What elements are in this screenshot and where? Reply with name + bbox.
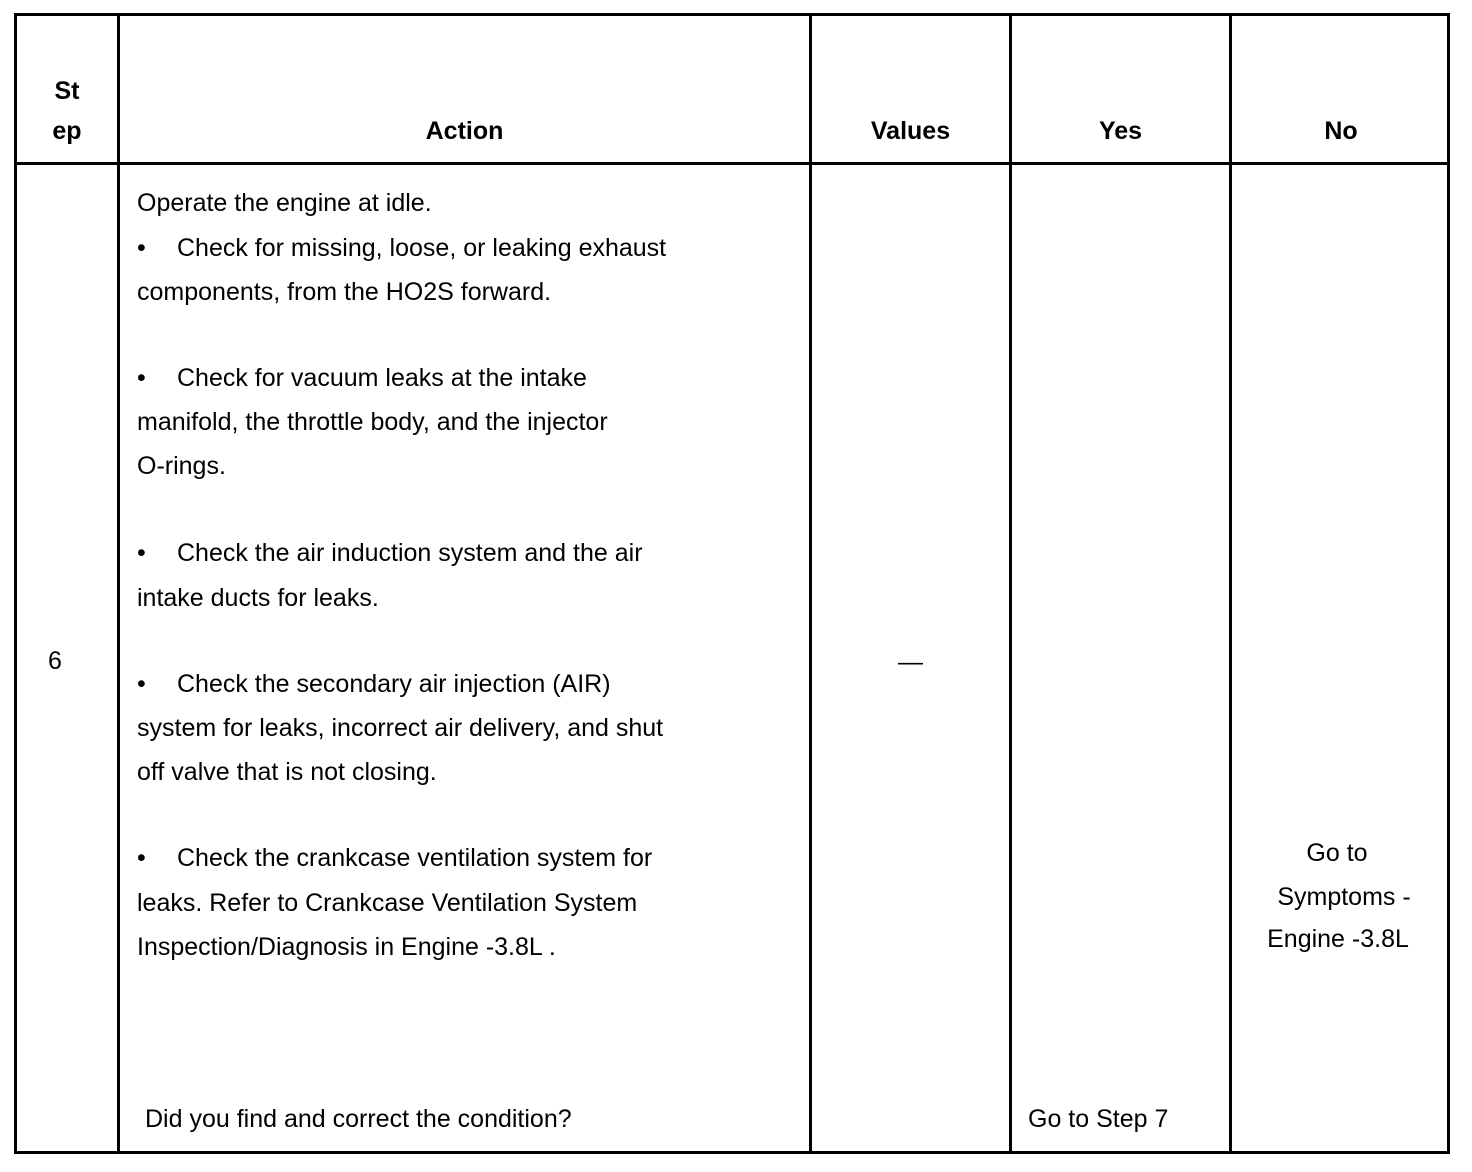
bullet-4-line-1: Check the secondary air injection (AIR) bbox=[177, 670, 611, 698]
bullet-4-line-2: system for leaks, incorrect air delivery, and shut bbox=[137, 714, 664, 742]
bullet-5-line-3: Inspection/Diagnosis in Engine -3.8L . bbox=[137, 933, 556, 961]
column-divider bbox=[1229, 16, 1232, 1151]
bullet-icon: • bbox=[137, 844, 146, 872]
header-yes: Yes bbox=[1098, 117, 1143, 145]
no-line-3: Engine -3.8L bbox=[1267, 925, 1409, 953]
column-divider bbox=[809, 16, 812, 1151]
bullet-icon: • bbox=[137, 670, 146, 698]
yes-next-step: Go to Step 7 bbox=[1028, 1105, 1169, 1133]
header-step bbox=[17, 71, 117, 151]
header-step-line1: St bbox=[54, 77, 80, 105]
bullet-icon: • bbox=[137, 539, 146, 567]
no-line-1: Go to bbox=[1306, 839, 1368, 867]
bullet-3-line-2: intake ducts for leaks. bbox=[137, 584, 379, 612]
header-action: Action bbox=[425, 117, 504, 145]
header-divider bbox=[17, 162, 1447, 165]
header-no: No bbox=[1324, 117, 1358, 145]
values-dash: — bbox=[898, 648, 923, 676]
action-intro: Operate the engine at idle. bbox=[137, 189, 432, 217]
action-question: Did you find and correct the condition? bbox=[145, 1105, 572, 1133]
bullet-5-line-2: leaks. Refer to Crankcase Ventilation System bbox=[137, 889, 638, 917]
bullet-icon: • bbox=[137, 364, 146, 392]
column-divider bbox=[1009, 16, 1012, 1151]
bullet-2-line-3: O-rings. bbox=[137, 452, 226, 480]
bullet-5-line-1: Check the crankcase ventilation system for bbox=[177, 844, 653, 872]
bullet-icon: • bbox=[137, 234, 146, 262]
header-values: Values bbox=[870, 117, 951, 145]
step-number: 6 bbox=[48, 647, 62, 675]
column-divider bbox=[117, 16, 120, 1151]
bullet-3-line-1: Check the air induction system and the air bbox=[177, 539, 643, 567]
header-step-line2: ep bbox=[52, 117, 82, 145]
no-line-2: Symptoms - bbox=[1277, 883, 1411, 911]
bullet-1-line-2: components, from the HO2S forward. bbox=[137, 278, 552, 306]
no-next-step bbox=[1232, 831, 1450, 961]
diagnostic-table bbox=[14, 13, 1450, 1154]
bullet-2-line-2: manifold, the throttle body, and the injector bbox=[137, 408, 608, 436]
bullet-4-line-3: off valve that is not closing. bbox=[137, 758, 437, 786]
bullet-2-line-1: Check for vacuum leaks at the intake bbox=[177, 364, 587, 392]
bullet-1-line-1: Check for missing, loose, or leaking exhaust bbox=[177, 234, 667, 262]
